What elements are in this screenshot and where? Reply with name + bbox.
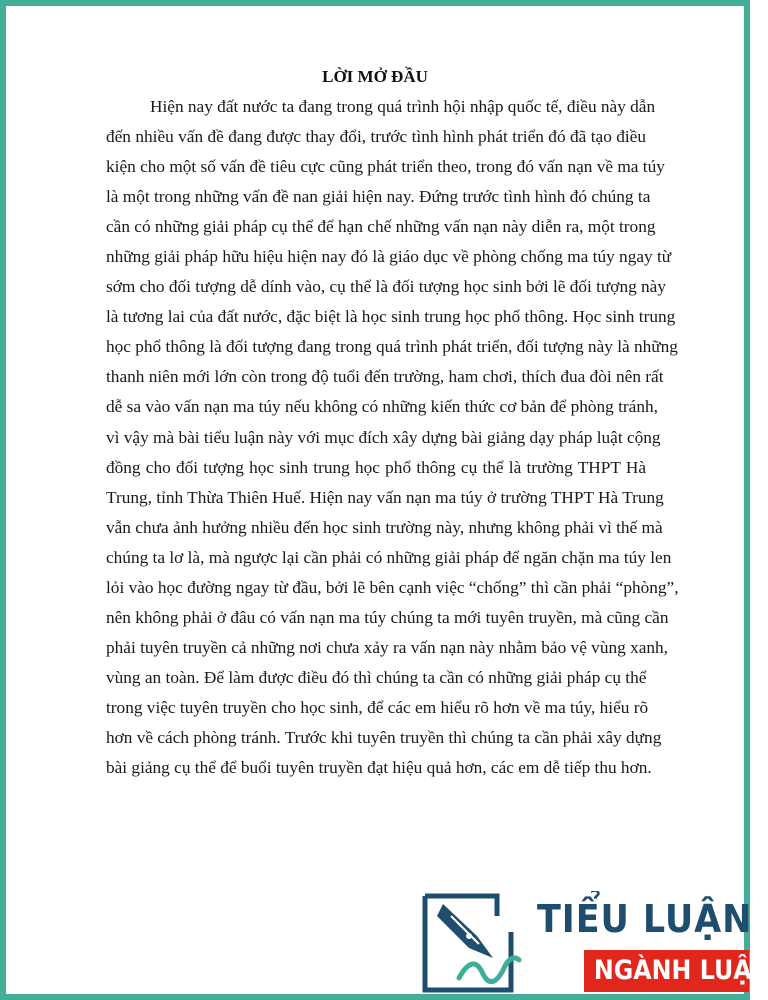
paragraph-line: sớm cho đối tượng dễ dính vào, cụ thể là đối tượng học sinh bởi lẽ đối tượng này	[106, 277, 666, 297]
logo-red-banner	[584, 950, 768, 992]
paragraph-line: kiện cho một số vấn đề tiêu cực cũng phát triển theo, trong đó vấn nạn về ma túy	[106, 157, 665, 177]
paragraph-line: vùng an toàn. Để làm được điều đó thì chúng ta cần có những giải pháp cụ thể	[106, 667, 647, 687]
paragraph-line: là một trong những vấn đề nan giải hiện nay. Đứng trước tình hình đó chúng ta	[106, 187, 651, 207]
paragraph-line: vì vậy mà bài tiểu luận này với mục đích xây dựng bài giảng dạy pháp luật cộng	[106, 427, 661, 447]
paragraph-line: là tương lai của đất nước, đặc biệt là học sinh trung học phổ thông. Học sinh trung	[106, 307, 676, 327]
paragraph-line: cần có những giải pháp cụ thể để hạn chế những vấn nạn này diễn ra, một trong	[106, 217, 656, 237]
document-title: LỜI MỞ ĐẦU	[322, 67, 428, 86]
fountain-pen-nib-icon	[419, 886, 524, 998]
paragraph-line: Trung, tỉnh Thừa Thiên Huế. Hiện nay vấn nạn ma túy ở trường THPT Hà Trung	[106, 487, 664, 507]
logo-subtitle-text: NGÀNH LUẬT	[593, 955, 768, 986]
paragraph-line: học phổ thông là đối tượng đang trong quá trình phát triển, đối tượng này là những	[106, 337, 678, 357]
paragraph-line: hơn về cách phòng tránh. Trước khi tuyên truyền thì chúng ta cần phải xây dựng	[106, 727, 662, 747]
paragraph-line: trong việc tuyên truyền cho học sinh, để các em hiểu rõ hơn về ma túy, hiểu rõ	[106, 697, 649, 717]
paragraph-line: Hiện nay đất nước ta đang trong quá trình hội nhập quốc tế, điều này dẫn	[150, 97, 656, 116]
paragraph-line: lỏi vào học đường ngay từ đầu, bởi lẽ bên cạnh việc “chống” thì cần phải “phòng”,	[106, 577, 679, 597]
logo-title-text: TIỂU LUẬN	[537, 897, 753, 941]
paragraph-line: vẫn chưa ảnh hưởng nhiều đến học sinh trường này, nhưng không phải vì thế mà	[106, 517, 663, 537]
paragraph-line: chúng ta lơ là, mà ngược lại cần phải có những giải pháp để ngăn chặn ma túy len	[106, 547, 672, 567]
tieu-luan-nganh-luat-logo	[419, 886, 768, 998]
paragraph-line: nên không phải ở đâu có vấn nạn ma túy chúng ta mới tuyên truyền, mà cũng cần	[106, 607, 669, 627]
paragraph-line: những giải pháp hữu hiệu hiện nay đó là giáo dục về phòng chống ma túy ngay từ	[106, 247, 672, 267]
paragraph-line: dễ sa vào vấn nạn ma túy nếu không có những kiến thức cơ bản để phòng tránh,	[106, 397, 658, 417]
paragraph-line: đến nhiều vấn đề đang được thay đổi, trước tình hình phát triển đó đã tạo điều	[106, 127, 646, 147]
paragraph-line: đồng cho đối tượng học sinh trung học phổ thông cụ thể là trường THPT Hà	[106, 457, 646, 477]
document-paragraph	[106, 92, 679, 783]
paragraph-line: phải tuyên truyền cả những nơi chưa xảy ra vấn nạn này nhằm bảo vệ vùng xanh,	[106, 637, 668, 657]
paragraph-line: thanh niên mới lớn còn trong độ tuổi đến trường, ham chơi, thích đua đòi nên rất	[106, 367, 664, 387]
paragraph-line: bài giảng cụ thể để buổi tuyên truyền đạt hiệu quả hơn, các em dễ tiếp thu hơn.	[106, 758, 652, 778]
